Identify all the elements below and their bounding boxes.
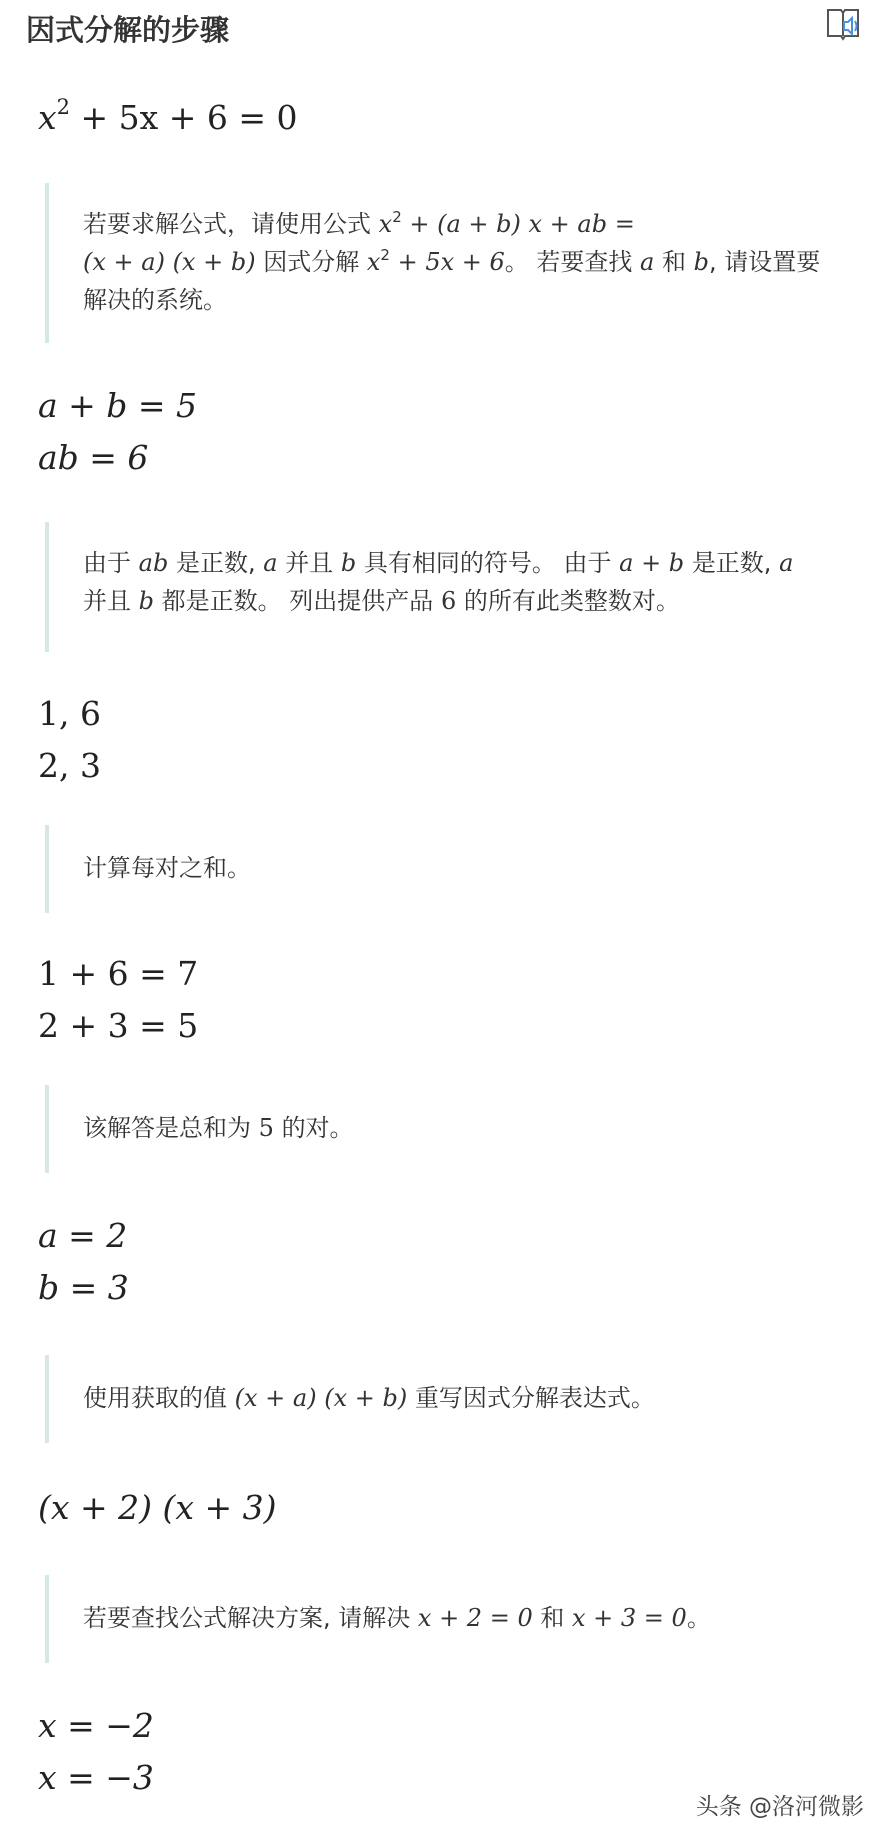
header (0, 0, 882, 60)
integer-pairs: 1, 6 2, 3 (38, 694, 101, 785)
step-note-1: 若要求解公式，请使用公式 $x^2 + (a + b) x$ + ab = (x + a) (x + b) 因式分解 $x^2 + 5x + 6$。 若要查找 a 和 b, 请设置要解决的系统。 (45, 183, 825, 343)
pair-sums: 1 + 6 = 7 2 + 3 = 5 (38, 954, 199, 1045)
step-note-4: 该解答是总和为 5 的对。 (45, 1085, 825, 1173)
watermark: 头条 @洛河微影 (695, 1794, 864, 1820)
step-note-2: 由于 ab 是正数, a 并且 b 具有相同的符号。 由于 a + b 是正数, a 并且 b 都是正数。 列出提供产品 6 的所有此类整数对。 (45, 522, 825, 652)
step-note-3: 计算每对之和。 (45, 825, 825, 913)
roots: x = −2 x = −3 (38, 1706, 154, 1797)
solution-values: a = 2 b = 3 (38, 1216, 129, 1307)
system-of-equations: a + b = 5 ab = 6 (38, 386, 198, 477)
step-note-6: 若要查找公式解决方案, 请解决 x + 2 = 0 和 x + 3 = 0。 (45, 1575, 825, 1663)
immersive-reader-icon[interactable] (824, 6, 862, 44)
equation-rest: + 5x + 6 = 0 (80, 98, 298, 137)
factored-expression: (x + 2) (x + 3) (38, 1488, 277, 1527)
equation-original: $x^2 + 5x + 6 = 0$ (38, 95, 298, 137)
step-note-5: 使用获取的值 (x + a) (x + b) 重写因式分解表达式。 (45, 1355, 825, 1443)
page-title: 因式分解的步骤 (26, 13, 230, 47)
